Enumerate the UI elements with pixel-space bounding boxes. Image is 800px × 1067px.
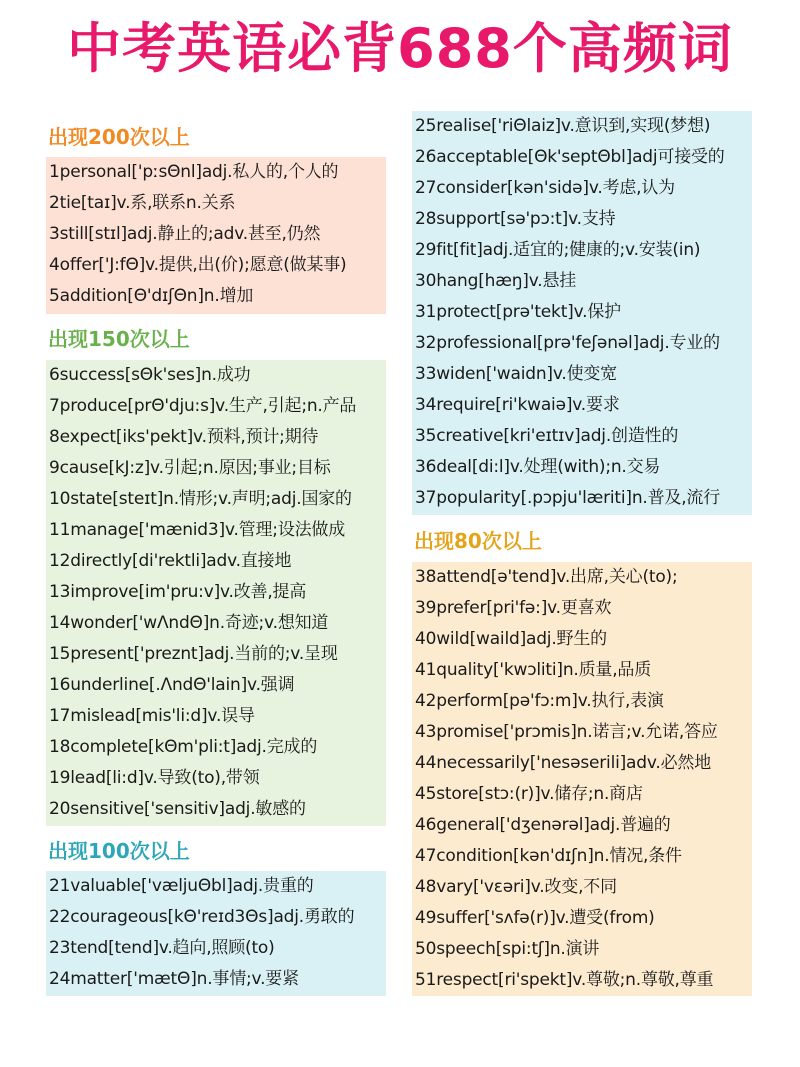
word-entry: 43promise['prɔmis]n.诺言;v.允诺,答应 [415, 722, 718, 742]
word-entry: 47condition[kən'dɪʃn]n.情况,条件 [415, 846, 682, 866]
word-entry: 51respect[ri'spekt]v.尊敬;n.尊敬,尊重 [415, 970, 714, 990]
word-entry: 26acceptable[Θk'septΘbl]adj可接受的 [415, 147, 725, 167]
word-entry: 38attend[ə'tend]v.出席,关心(to); [415, 567, 678, 587]
word-entry: 4offer['J:fΘ]v.提供,出(价);愿意(做某事) [49, 255, 347, 275]
word-entry: 36deal[di:l]v.处理(with);n.交易 [415, 457, 661, 477]
word-entry: 13improve[im'pru:v]v.改善,提高 [49, 582, 307, 602]
word-entry: 40wild[waild]adj.野生的 [415, 629, 607, 649]
page-title: 中考英语必背688个高频词 [67, 17, 733, 80]
word-entry: 23tend[tend]v.趋向,照顾(to) [49, 938, 275, 958]
word-entry: 14wonder['wΛndΘ]n.奇迹;v.想知道 [49, 613, 329, 633]
word-entry: 16underline[.ΛndΘ'lain]v.强调 [49, 675, 295, 695]
word-entry: 21valuable['væljuΘbl]adj.贵重的 [49, 876, 314, 896]
word-box-100-right [412, 111, 752, 515]
word-entry: 5addition[Θ'dɪʃΘn]n.增加 [49, 286, 254, 306]
word-entry: 17mislead[mis'li:d]v.误导 [49, 706, 255, 726]
word-entry: 15present['preznt]adj.当前的;v.呈现 [49, 644, 338, 664]
word-box-200 [46, 157, 386, 314]
section-heading-200: 出现200次以上 [48, 125, 190, 149]
word-box-150 [46, 360, 386, 826]
word-entry: 33widen['waidn]v.使变宽 [415, 364, 617, 384]
word-entry: 30hang[hæŋ]v.悬挂 [415, 271, 577, 291]
word-entry: 19lead[li:d]v.导致(to),带领 [49, 768, 260, 788]
word-entry: 18complete[kΘm'pli:t]adj.完成的 [49, 737, 318, 757]
word-entry: 31protect[prə'tekt]v.保护 [415, 302, 621, 322]
word-entry: 28support[sə'pɔ:t]v.支持 [415, 209, 616, 229]
word-entry: 34require[ri'kwaiə]v.要求 [415, 395, 620, 415]
word-entry: 3still[stɪl]adj.静止的;adv.甚至,仍然 [49, 224, 321, 244]
word-entry: 10state[steɪt]n.情形;v.声明;adj.国家的 [49, 489, 352, 509]
word-entry: 32professional[prə'feʃənəl]adj.专业的 [415, 333, 720, 353]
section-heading-100: 出现100次以上 [48, 839, 190, 863]
word-entry: 29fit[fit]adj.适宜的;健康的;v.安装(in) [415, 240, 701, 260]
word-entry: 48vary['vɛəri]v.改变,不同 [415, 877, 617, 897]
word-entry: 39prefer[pri'fə:]v.更喜欢 [415, 598, 612, 618]
word-entry: 7produce[prΘ'dju:s]v.生产,引起;n.产品 [49, 396, 357, 416]
word-entry: 50speech[spi:tʃ]n.演讲 [415, 939, 600, 959]
word-entry: 27consider[kən'sidə]v.考虑,认为 [415, 178, 675, 198]
word-entry: 37popularity[.pɔpju'læriti]n.普及,流行 [415, 488, 721, 508]
word-entry: 11manage['mænid3]v.管理;设法做成 [49, 520, 346, 540]
word-entry: 22courageous[kΘ'reɪd3Θs]adj.勇敢的 [49, 907, 355, 927]
word-entry: 42perform[pə'fɔ:m]v.执行,表演 [415, 691, 664, 711]
word-entry: 20sensitive['sensitiv]adj.敏感的 [49, 799, 306, 819]
word-entry: 46general['dʒenərəl]adj.普遍的 [415, 815, 671, 835]
word-entry: 2tie[taɪ]v.系,联系n.关系 [49, 193, 236, 213]
word-entry: 45store[stɔ:(r)]v.储存;n.商店 [415, 784, 643, 804]
word-entry: 8expect[iks'pekt]v.预料,预计;期待 [49, 427, 319, 447]
section-heading-150: 出现150次以上 [48, 327, 190, 351]
section-heading-80: 出现80次以上 [414, 529, 542, 553]
word-entry: 25realise['riΘlaiz]v.意识到,实现(梦想) [415, 116, 711, 136]
word-box-80 [412, 562, 752, 996]
word-entry: 35creative[kri'eɪtɪv]adj.创造性的 [415, 426, 679, 446]
word-entry: 9cause[kJ:z]v.引起;n.原因;事业;目标 [49, 458, 331, 478]
word-entry: 44necessarily['nesəserili]adv.必然地 [415, 753, 712, 773]
word-entry: 12directly[di'rektli]adv.直接地 [49, 551, 292, 571]
word-entry: 49suffer['sʌfə(r)]v.遭受(from) [415, 908, 655, 928]
word-box-100-left [46, 871, 386, 996]
word-entry: 24matter['mætΘ]n.事情;v.要紧 [49, 969, 299, 989]
word-entry: 1personal['pːsΘnl]adj.私人的,个人的 [49, 162, 339, 182]
word-entry: 41quality['kwɔliti]n.质量,品质 [415, 660, 652, 680]
word-entry: 6success[sΘk'ses]n.成功 [49, 365, 251, 385]
